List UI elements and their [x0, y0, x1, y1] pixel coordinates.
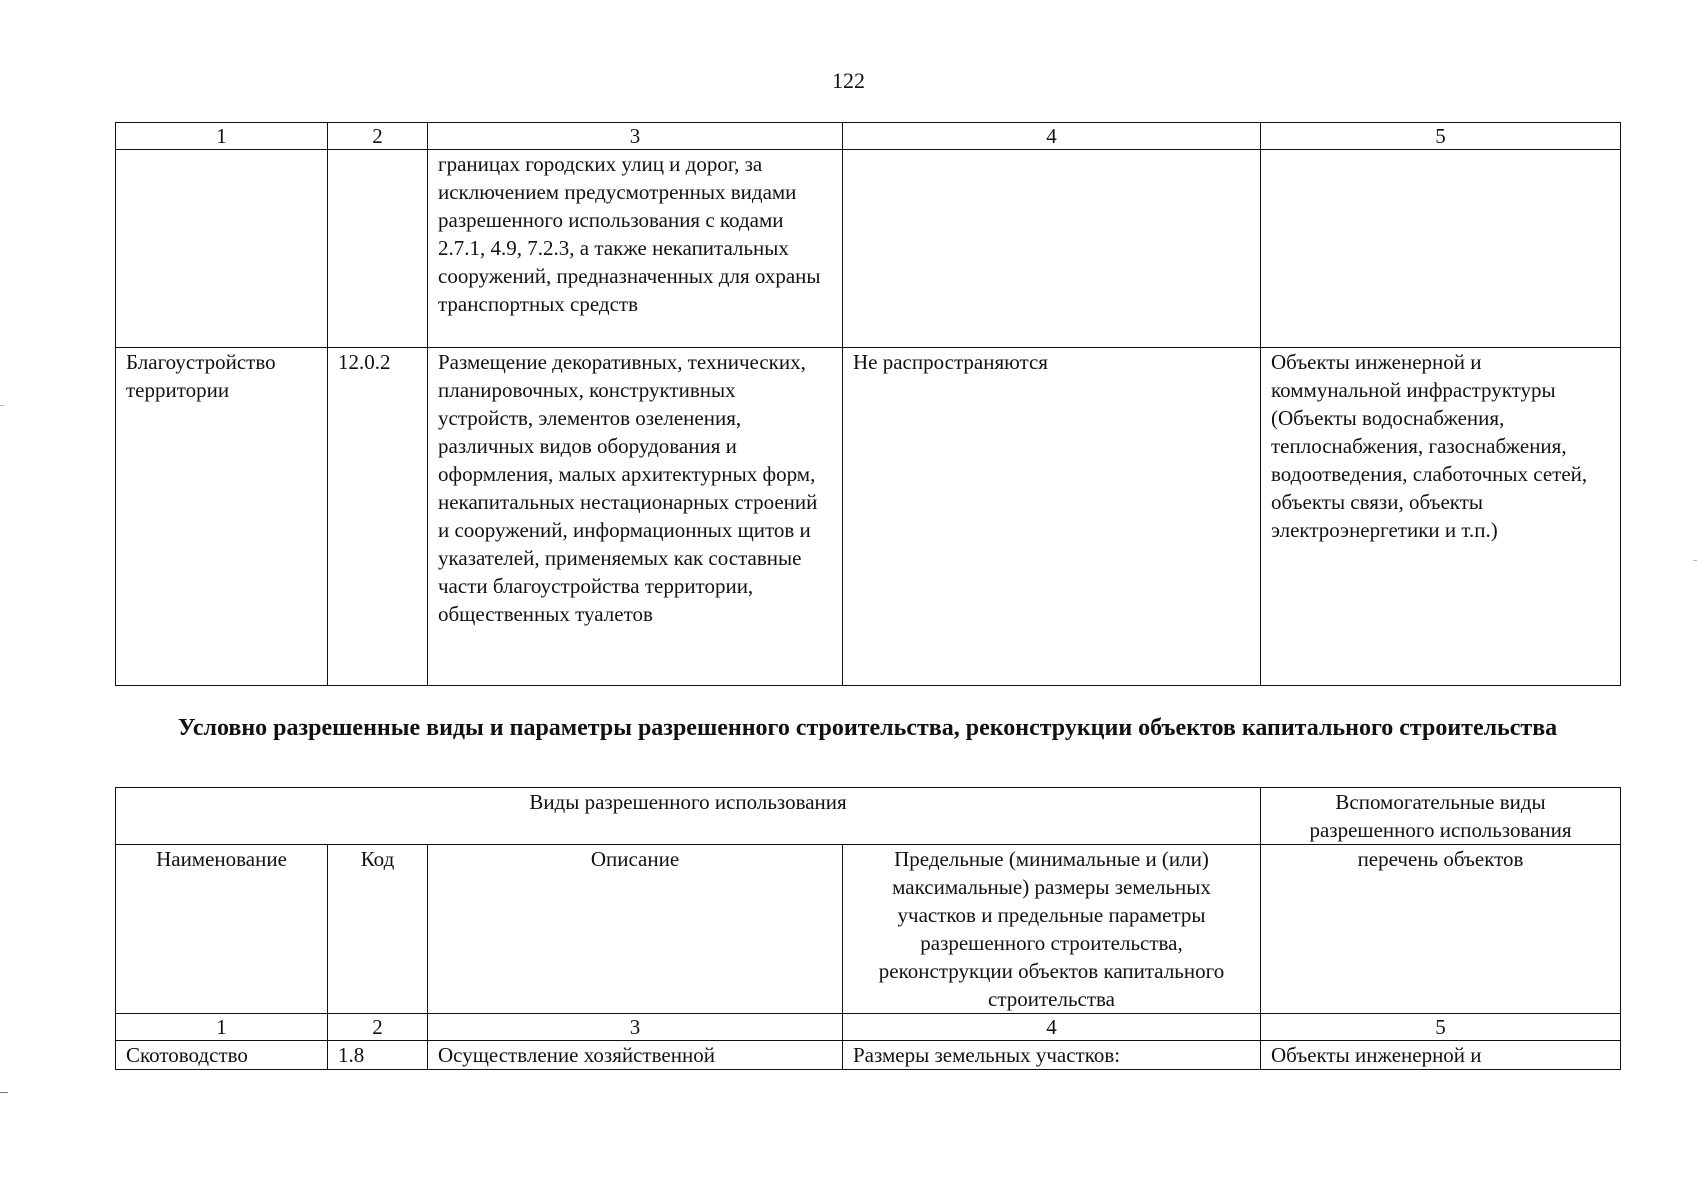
- use-parameters: [843, 150, 1261, 348]
- use-name: Благоустройство территории: [116, 348, 328, 686]
- use-code: [328, 150, 428, 348]
- column-header-code: Код: [328, 845, 428, 1014]
- scan-mark: [0, 1092, 8, 1093]
- column-number: 4: [843, 1014, 1261, 1041]
- table-row: [116, 150, 1621, 348]
- use-name: [116, 150, 328, 348]
- column-header-row: [116, 845, 1621, 1014]
- column-number: 5: [1261, 123, 1621, 150]
- column-number-row: [116, 1014, 1621, 1041]
- conditionally-permitted-uses-table: [115, 787, 1621, 1070]
- column-number: 2: [328, 1014, 428, 1041]
- use-name: Скотоводство: [116, 1041, 328, 1070]
- column-header-name: Наименование: [116, 845, 328, 1014]
- column-number: 2: [328, 123, 428, 150]
- use-description: границах городских улиц и дорог, за исключением предусмотренных видами разрешенного использования с кодами 2.7.1, 4.9, 7.2.3, а также некапитальных сооружений, предназначенных для охраны транспортных средств: [428, 150, 843, 348]
- column-number: 3: [428, 123, 843, 150]
- column-number: 1: [116, 123, 328, 150]
- column-number: 5: [1261, 1014, 1621, 1041]
- table-row: [116, 1041, 1621, 1070]
- use-auxiliary: Объекты инженерной и коммунальной инфраструктуры (Объекты водоснабжения, теплоснабжения, газоснабжения, водоотведения, слаботочных сетей, объекты связи, объекты электроэнергетики и т.п.): [1261, 348, 1621, 686]
- use-auxiliary: Объекты инженерной и: [1261, 1041, 1621, 1070]
- aux-header: Вспомогательные виды разрешенного использования: [1261, 788, 1621, 845]
- scan-mark: [0, 405, 4, 406]
- column-number: 3: [428, 1014, 843, 1041]
- use-auxiliary: [1261, 150, 1621, 348]
- column-header-parameters: Предельные (минимальные и (или) максимальные) размеры земельных участков и предельные параметры разрешенного строительства, реконструкции объектов капитального строительства: [843, 845, 1261, 1014]
- use-parameters: Размеры земельных участков:: [843, 1041, 1261, 1070]
- column-header-description: Описание: [428, 845, 843, 1014]
- page-number: 122: [832, 68, 865, 93]
- use-description: Осуществление хозяйственной: [428, 1041, 843, 1070]
- column-header-aux: перечень объектов: [1261, 845, 1621, 1014]
- group-header-row: [116, 788, 1621, 845]
- use-code: 12.0.2: [328, 348, 428, 686]
- group-header: Виды разрешенного использования: [116, 788, 1261, 845]
- column-number: 4: [843, 123, 1261, 150]
- scan-mark: [1693, 560, 1697, 561]
- table-row: [116, 348, 1621, 686]
- column-number: 1: [116, 1014, 328, 1041]
- column-number-row: [116, 123, 1621, 150]
- use-description: Размещение декоративных, технических, планировочных, конструктивных устройств, элементов озеленения, различных видов оборудования и оформления, малых архитектурных форм, некапитальных нестационарных строений и сооружений, информационных щитов и указателей, применяемых как составные части благоустройства территории, общественных туалетов: [428, 348, 843, 686]
- section-title: Условно разрешенные виды и параметры разрешенного строительства, реконструкции объектов капитального строительства: [177, 715, 1558, 741]
- use-code: 1.8: [328, 1041, 428, 1070]
- permitted-uses-table-continued: [115, 122, 1621, 686]
- use-parameters: Не распространяются: [843, 348, 1261, 686]
